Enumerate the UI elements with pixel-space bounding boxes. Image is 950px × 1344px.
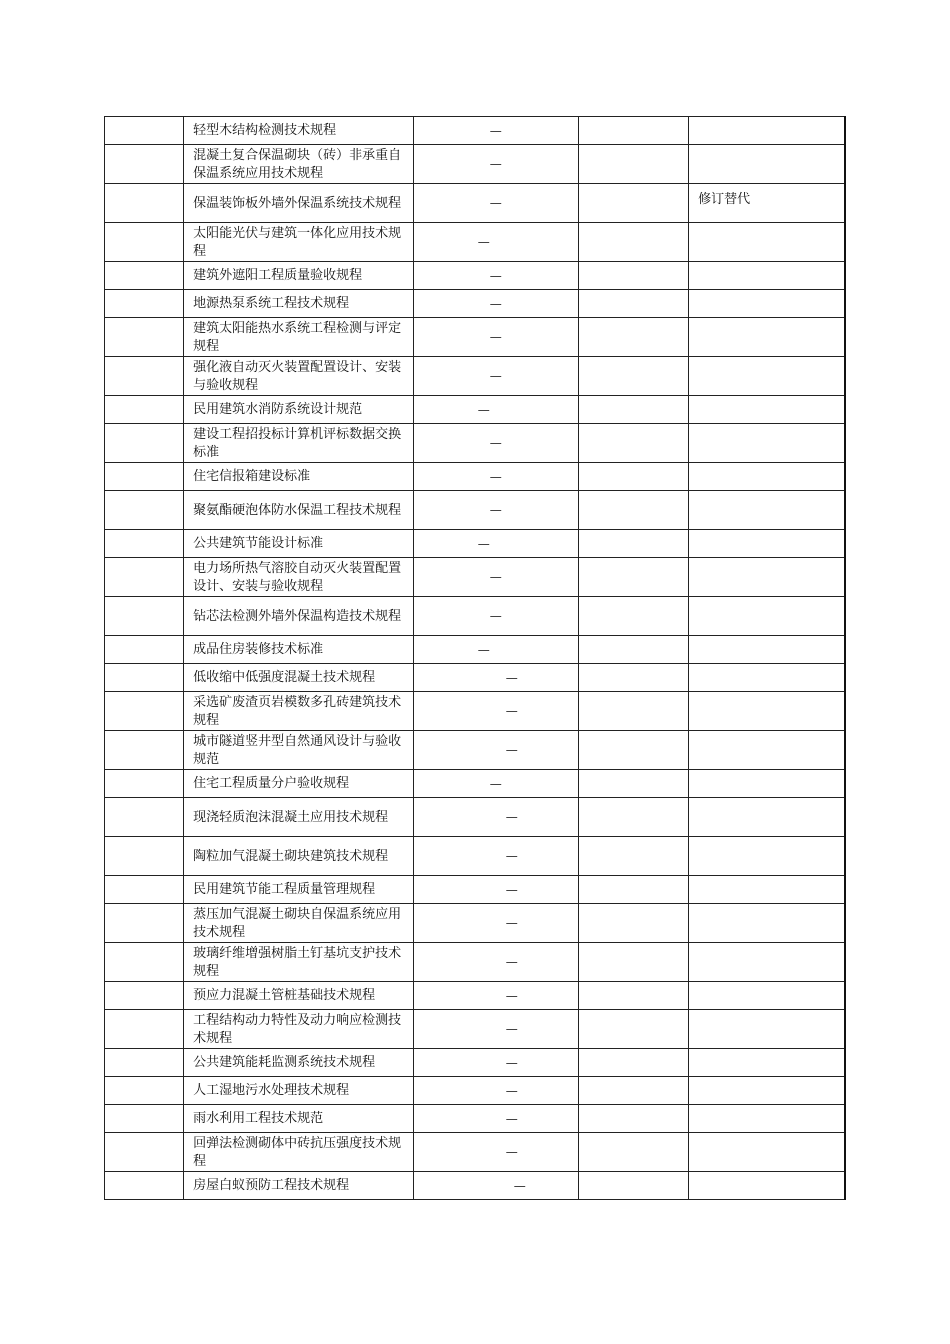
standard-name-cell	[184, 117, 413, 145]
standard-name-cell	[184, 943, 413, 982]
status-dash: —	[505, 1022, 518, 1036]
blank-cell	[578, 184, 688, 223]
note-cell	[689, 731, 845, 770]
index-cell	[105, 223, 184, 262]
standard-name: 住宅工程质量分户验收规程	[193, 776, 350, 791]
index-cell	[105, 1133, 184, 1172]
standard-name: 现浇轻质泡沫混凝土应用技术规程	[193, 809, 389, 825]
standard-name: 蒸压加气混凝土砌块自保温系统应用技术规程	[193, 906, 402, 940]
status-dash: —	[489, 123, 502, 138]
status-cell	[413, 597, 578, 636]
status-dash: —	[489, 570, 502, 584]
standard-name-cell	[184, 692, 413, 731]
status-cell	[413, 491, 578, 530]
standard-name: 民用建筑水消防系统设计规范	[193, 402, 363, 417]
status-dash: —	[489, 776, 502, 791]
status-cell	[413, 770, 578, 798]
table-row	[105, 636, 846, 664]
note-cell	[689, 837, 845, 876]
table-row	[105, 943, 846, 982]
table-row	[105, 904, 846, 943]
table-row	[105, 1049, 846, 1077]
index-cell	[105, 904, 184, 943]
table-row	[105, 558, 846, 597]
status-dash: —	[505, 1145, 518, 1159]
table-row	[105, 491, 846, 530]
blank-cell	[578, 731, 688, 770]
note-cell	[689, 145, 845, 184]
status-dash: —	[489, 469, 502, 484]
status-cell	[413, 1077, 578, 1105]
status-dash: —	[505, 882, 518, 897]
note-cell	[689, 530, 845, 558]
standard-name: 混凝土复合保温砌块（砖）非承重自保温系统应用技术规程	[193, 147, 402, 181]
blank-cell	[578, 424, 688, 463]
status-cell	[413, 1049, 578, 1077]
table-row	[105, 597, 846, 636]
table-row	[105, 1172, 846, 1200]
index-cell	[105, 876, 184, 904]
status-cell	[413, 1105, 578, 1133]
status-cell	[413, 262, 578, 290]
status-dash: —	[489, 157, 502, 171]
index-cell	[105, 318, 184, 357]
status-cell	[413, 117, 578, 145]
status-dash: —	[489, 609, 502, 623]
standards-table-body	[105, 117, 846, 1200]
note-cell	[689, 357, 845, 396]
status-dash: —	[505, 1111, 518, 1126]
index-cell	[105, 770, 184, 798]
blank-cell	[578, 530, 688, 558]
standard-name-cell	[184, 731, 413, 770]
status-dash: —	[505, 916, 518, 930]
standard-name: 公共建筑能耗监测系统技术规程	[193, 1055, 376, 1070]
status-dash: —	[513, 1178, 526, 1193]
standard-name: 钻芯法检测外墙外保温构造技术规程	[193, 608, 402, 624]
standard-name: 房屋白蚁预防工程技术规程	[193, 1178, 350, 1193]
note-cell	[689, 597, 845, 636]
standard-name-cell	[184, 184, 413, 223]
standard-name-cell	[184, 262, 413, 290]
standard-name: 建筑太阳能热水系统工程检测与评定规程	[193, 320, 402, 354]
status-cell	[413, 731, 578, 770]
standard-name-cell	[184, 530, 413, 558]
index-cell	[105, 424, 184, 463]
status-dash: —	[505, 1083, 518, 1098]
note-cell	[689, 424, 845, 463]
status-dash: —	[505, 704, 518, 718]
note-cell	[689, 290, 845, 318]
index-cell	[105, 357, 184, 396]
index-cell	[105, 1172, 184, 1200]
table-row	[105, 692, 846, 731]
status-dash: —	[489, 296, 502, 311]
standard-name-cell	[184, 597, 413, 636]
status-dash: —	[477, 402, 490, 417]
blank-cell	[578, 1133, 688, 1172]
table-row	[105, 1077, 846, 1105]
index-cell	[105, 943, 184, 982]
status-cell	[413, 692, 578, 731]
standard-name: 预应力混凝土管桩基础技术规程	[193, 988, 376, 1003]
table-row	[105, 798, 846, 837]
index-cell	[105, 837, 184, 876]
table-row	[105, 982, 846, 1010]
standard-name-cell	[184, 798, 413, 837]
blank-cell	[578, 597, 688, 636]
note-cell	[689, 982, 845, 1010]
standard-name: 玻璃纤维增强树脂土钉基坑支护技术规程	[193, 945, 402, 979]
blank-cell	[578, 1105, 688, 1133]
blank-cell	[578, 558, 688, 597]
blank-cell	[578, 770, 688, 798]
index-cell	[105, 262, 184, 290]
index-cell	[105, 982, 184, 1010]
index-cell	[105, 491, 184, 530]
standard-name-cell	[184, 491, 413, 530]
blank-cell	[578, 1049, 688, 1077]
standard-name: 建设工程招投标计算机评标数据交换标准	[193, 426, 402, 460]
standard-name-cell	[184, 1172, 413, 1200]
standard-name-cell	[184, 1010, 413, 1049]
status-cell	[413, 558, 578, 597]
table-row	[105, 117, 846, 145]
table-row	[105, 463, 846, 491]
status-dash: —	[505, 810, 518, 824]
note-cell	[689, 1172, 845, 1200]
index-cell	[105, 184, 184, 223]
status-dash: —	[505, 849, 518, 863]
status-dash: —	[489, 330, 502, 344]
status-cell	[413, 1010, 578, 1049]
note-cell	[689, 664, 845, 692]
standard-name: 城市隧道竖井型自然通风设计与验收规范	[193, 733, 402, 767]
table-row	[105, 770, 846, 798]
blank-cell	[578, 357, 688, 396]
note-cell	[689, 798, 845, 837]
status-cell	[413, 223, 578, 262]
status-cell	[413, 943, 578, 982]
standard-name: 聚氨酯硬泡体防水保温工程技术规程	[193, 502, 402, 518]
status-cell	[413, 982, 578, 1010]
table-row	[105, 290, 846, 318]
status-cell	[413, 1172, 578, 1200]
status-cell	[413, 290, 578, 318]
table-row	[105, 145, 846, 184]
table-row	[105, 1010, 846, 1049]
blank-cell	[578, 798, 688, 837]
index-cell	[105, 1049, 184, 1077]
table-row	[105, 1133, 846, 1172]
table-row	[105, 664, 846, 692]
standard-name: 采选矿废渣页岩模数多孔砖建筑技术规程	[193, 694, 402, 728]
status-cell	[413, 798, 578, 837]
table-row	[105, 318, 846, 357]
standard-name-cell	[184, 318, 413, 357]
note-cell	[689, 223, 845, 262]
note-cell	[689, 1105, 845, 1133]
blank-cell	[578, 396, 688, 424]
note-cell	[689, 262, 845, 290]
status-cell	[413, 876, 578, 904]
standard-name: 回弹法检测砌体中砖抗压强度技术规程	[193, 1135, 402, 1169]
table-row	[105, 530, 846, 558]
status-dash: —	[489, 369, 502, 383]
note-cell	[689, 318, 845, 357]
blank-cell	[578, 463, 688, 491]
standard-name: 建筑外遮阳工程质量验收规程	[193, 268, 363, 283]
standard-name-cell	[184, 664, 413, 692]
blank-cell	[578, 692, 688, 731]
index-cell	[105, 636, 184, 664]
note-cell	[689, 1049, 845, 1077]
note-cell	[689, 770, 845, 798]
standard-name-cell	[184, 1105, 413, 1133]
table-row	[105, 731, 846, 770]
table-row	[105, 184, 846, 223]
status-dash: —	[505, 1055, 518, 1070]
standard-name-cell	[184, 290, 413, 318]
status-dash: —	[489, 196, 502, 210]
standard-name-cell	[184, 904, 413, 943]
note-cell	[689, 184, 845, 223]
index-cell	[105, 731, 184, 770]
blank-cell	[578, 1077, 688, 1105]
standard-name-cell	[184, 982, 413, 1010]
index-cell	[105, 117, 184, 145]
status-cell	[413, 145, 578, 184]
index-cell	[105, 290, 184, 318]
blank-cell	[578, 318, 688, 357]
status-dash: —	[489, 436, 502, 450]
blank-cell	[578, 290, 688, 318]
standard-name-cell	[184, 837, 413, 876]
index-cell	[105, 798, 184, 837]
note-cell	[689, 876, 845, 904]
note-text: 修订替代	[698, 192, 751, 207]
standard-name: 低收缩中低强度混凝土技术规程	[193, 670, 376, 685]
index-cell	[105, 463, 184, 491]
blank-cell	[578, 876, 688, 904]
standard-name: 公共建筑节能设计标准	[193, 536, 324, 551]
blank-cell	[578, 223, 688, 262]
standard-name-cell	[184, 1133, 413, 1172]
index-cell	[105, 1010, 184, 1049]
standard-name-cell	[184, 636, 413, 664]
blank-cell	[578, 837, 688, 876]
status-cell	[413, 1133, 578, 1172]
standard-name-cell	[184, 463, 413, 491]
status-cell	[413, 664, 578, 692]
standard-name-cell	[184, 876, 413, 904]
standards-table	[104, 116, 846, 1200]
status-cell	[413, 184, 578, 223]
table-row	[105, 876, 846, 904]
status-cell	[413, 357, 578, 396]
standard-name: 强化液自动灭火装置配置设计、安装与验收规程	[193, 359, 402, 393]
status-cell	[413, 636, 578, 664]
status-dash: —	[477, 235, 490, 249]
status-dash: —	[477, 536, 490, 551]
standard-name: 雨水利用工程技术规范	[193, 1111, 324, 1126]
note-cell	[689, 463, 845, 491]
note-cell	[689, 636, 845, 664]
blank-cell	[578, 117, 688, 145]
standard-name: 工程结构动力特性及动力响应检测技术规程	[193, 1012, 402, 1046]
status-cell	[413, 463, 578, 491]
blank-cell	[578, 904, 688, 943]
blank-cell	[578, 491, 688, 530]
blank-cell	[578, 1010, 688, 1049]
blank-cell	[578, 943, 688, 982]
status-dash: —	[505, 955, 518, 969]
status-cell	[413, 530, 578, 558]
standard-name-cell	[184, 357, 413, 396]
standard-name: 地源热泵系统工程技术规程	[193, 296, 350, 311]
index-cell	[105, 530, 184, 558]
status-dash: —	[477, 642, 490, 657]
status-cell	[413, 318, 578, 357]
standard-name-cell	[184, 770, 413, 798]
status-dash: —	[489, 268, 502, 283]
standard-name-cell	[184, 424, 413, 463]
index-cell	[105, 597, 184, 636]
status-dash: —	[505, 743, 518, 757]
blank-cell	[578, 262, 688, 290]
standard-name-cell	[184, 396, 413, 424]
note-cell	[689, 396, 845, 424]
index-cell	[105, 145, 184, 184]
status-cell	[413, 396, 578, 424]
standard-name-cell	[184, 223, 413, 262]
status-cell	[413, 837, 578, 876]
standard-name: 成品住房装修技术标准	[193, 642, 324, 657]
standard-name-cell	[184, 558, 413, 597]
standard-name: 住宅信报箱建设标准	[193, 469, 311, 484]
standard-name: 保温装饰板外墙外保温系统技术规程	[193, 195, 402, 211]
standard-name-cell	[184, 1077, 413, 1105]
index-cell	[105, 692, 184, 731]
status-dash: —	[505, 670, 518, 685]
blank-cell	[578, 636, 688, 664]
note-cell	[689, 904, 845, 943]
note-cell	[689, 1133, 845, 1172]
blank-cell	[578, 982, 688, 1010]
standard-name: 太阳能光伏与建筑一体化应用技术规程	[193, 225, 402, 259]
index-cell	[105, 1105, 184, 1133]
standard-name: 轻型木结构检测技术规程	[193, 123, 337, 138]
index-cell	[105, 558, 184, 597]
table-row	[105, 424, 846, 463]
standard-name-cell	[184, 145, 413, 184]
note-cell	[689, 117, 845, 145]
note-cell	[689, 558, 845, 597]
blank-cell	[578, 1172, 688, 1200]
blank-cell	[578, 145, 688, 184]
status-dash: —	[505, 988, 518, 1003]
standard-name: 陶粒加气混凝土砌块建筑技术规程	[193, 848, 389, 864]
index-cell	[105, 1077, 184, 1105]
note-cell	[689, 943, 845, 982]
note-cell	[689, 1077, 845, 1105]
table-row	[105, 837, 846, 876]
note-cell	[689, 1010, 845, 1049]
status-cell	[413, 904, 578, 943]
note-cell	[689, 692, 845, 731]
standard-name: 民用建筑节能工程质量管理规程	[193, 882, 376, 897]
status-dash: —	[489, 503, 502, 517]
blank-cell	[578, 664, 688, 692]
table-row	[105, 223, 846, 262]
note-cell	[689, 491, 845, 530]
table-row	[105, 357, 846, 396]
table-row	[105, 262, 846, 290]
standard-name: 人工湿地污水处理技术规程	[193, 1083, 350, 1098]
index-cell	[105, 396, 184, 424]
status-cell	[413, 424, 578, 463]
standard-name-cell	[184, 1049, 413, 1077]
table-row	[105, 396, 846, 424]
index-cell	[105, 664, 184, 692]
standard-name: 电力场所热气溶胶自动灭火装置配置设计、安装与验收规程	[193, 560, 402, 594]
table-row	[105, 1105, 846, 1133]
